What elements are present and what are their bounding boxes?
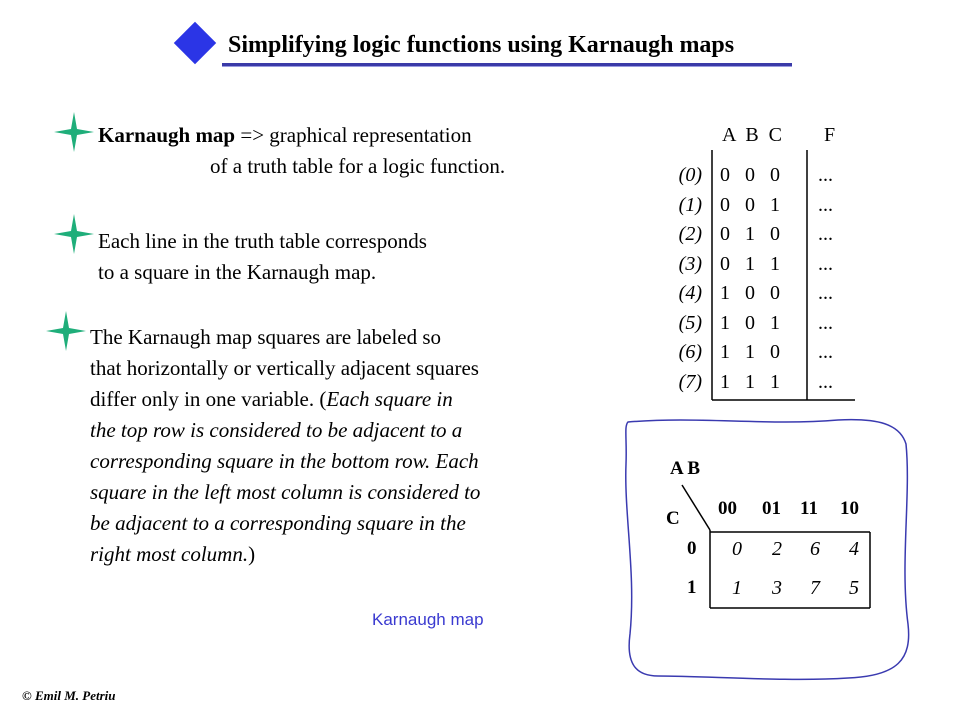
truth-table-abc: 1 0 1 xyxy=(720,311,780,334)
truth-table-index: (0) xyxy=(678,164,702,186)
truth-table-f: ... xyxy=(818,164,833,186)
truth-table-f: ... xyxy=(818,193,833,216)
kmap-cell: 2 xyxy=(772,538,782,560)
bullet-3-line-2: that horizontally or vertically adjacent squares xyxy=(90,356,479,380)
truth-table-f: ... xyxy=(818,370,833,393)
four-point-star-icon xyxy=(54,112,94,152)
truth-table-abc: 1 0 0 xyxy=(720,282,780,304)
truth-table-abc: 0 0 1 xyxy=(720,193,780,216)
kmap-cell: 5 xyxy=(849,577,859,599)
kmap-column-header: 11 xyxy=(800,498,818,519)
bullet-3-line-8-plain: ) xyxy=(248,542,256,566)
kmap-cell: 1 xyxy=(732,577,742,599)
kmap-column-header: 10 xyxy=(840,498,859,519)
bullet-2-line-2: to a square in the Karnaugh map. xyxy=(98,260,377,284)
truth-table-abc: 1 1 0 xyxy=(720,341,780,363)
truth-table-abc: 0 1 1 xyxy=(720,252,780,275)
truth-table-index: (4) xyxy=(678,282,702,304)
karnaugh-map-term: Karnaugh map xyxy=(98,123,236,147)
footer-copyright: © Emil M. Petriu xyxy=(22,688,116,703)
bullet-3-line-7: be adjacent to a corresponding square in the xyxy=(90,511,466,535)
truth-table-f: ... xyxy=(818,282,833,304)
truth-table-f: ... xyxy=(818,341,833,363)
bullet-3-line-1: The Karnaugh map squares are labeled so xyxy=(90,325,442,349)
truth-table-index: (6) xyxy=(678,341,702,363)
truth-table-header-f: F xyxy=(824,124,836,146)
truth-table-index: (7) xyxy=(678,370,702,393)
kmap-row-label: 1 xyxy=(687,577,697,598)
kmap-cell: 4 xyxy=(849,538,859,560)
four-point-star-icon xyxy=(46,311,86,351)
bullet-3-line-6: square in the left most column is considered to xyxy=(90,480,481,504)
truth-table-header-abc xyxy=(722,124,782,147)
kmap-label-c: C xyxy=(666,508,680,529)
title-underline xyxy=(222,63,792,67)
bullet-3-line-5: corresponding square in the bottom row. Each xyxy=(90,449,479,473)
truth-table-abc: 0 1 0 xyxy=(720,223,780,245)
bullet-3-line-3 xyxy=(90,384,453,415)
kmap-cell: 0 xyxy=(732,538,742,560)
kmap-row-label: 0 xyxy=(687,538,697,559)
page-title: Simplifying logic functions using Karnaugh maps xyxy=(228,32,735,58)
truth-table-index: (5) xyxy=(678,311,702,334)
kmap-label-ab: A B xyxy=(670,458,701,479)
bullet-3-line-3-plain: differ only in one variable. ( xyxy=(90,387,327,411)
truth-table-f: ... xyxy=(818,223,833,245)
kmap-cell: 6 xyxy=(810,538,820,560)
diamond-icon xyxy=(174,22,216,64)
kmap-column-header: 01 xyxy=(762,498,781,519)
kmap-column-header: 00 xyxy=(718,498,737,519)
kmap-caption: Karnaugh map xyxy=(372,610,484,629)
truth-table-index: (3) xyxy=(678,252,702,275)
bullet-1-line-2: of a truth table for a logic function. xyxy=(210,154,506,178)
bullet-3-line-8 xyxy=(90,539,255,570)
truth-table-lines xyxy=(700,150,860,402)
bullet-1-line-1 xyxy=(98,120,472,151)
truth-table-abc: 0 0 0 xyxy=(720,164,780,186)
bullet-3-line-4: the top row is considered to be adjacent to a xyxy=(90,418,463,442)
header-abc-text: A B C xyxy=(722,124,783,146)
four-point-star-icon xyxy=(54,214,94,254)
truth-table-index: (1) xyxy=(678,193,702,216)
truth-table-index: (2) xyxy=(678,223,702,245)
bullet-3-line-8-italic: right most column. xyxy=(90,542,249,566)
kmap-cell: 3 xyxy=(772,577,782,599)
bullet-3-line-3-italic: Each square in xyxy=(326,387,453,411)
truth-table-f: ... xyxy=(818,252,833,275)
truth-table-f: ... xyxy=(818,311,833,334)
kmap-cell: 7 xyxy=(810,577,820,599)
bullet-1-rest: => graphical representation xyxy=(235,123,472,147)
truth-table-abc: 1 1 1 xyxy=(720,370,780,393)
bullet-2-line-1: Each line in the truth table corresponds xyxy=(98,229,427,253)
